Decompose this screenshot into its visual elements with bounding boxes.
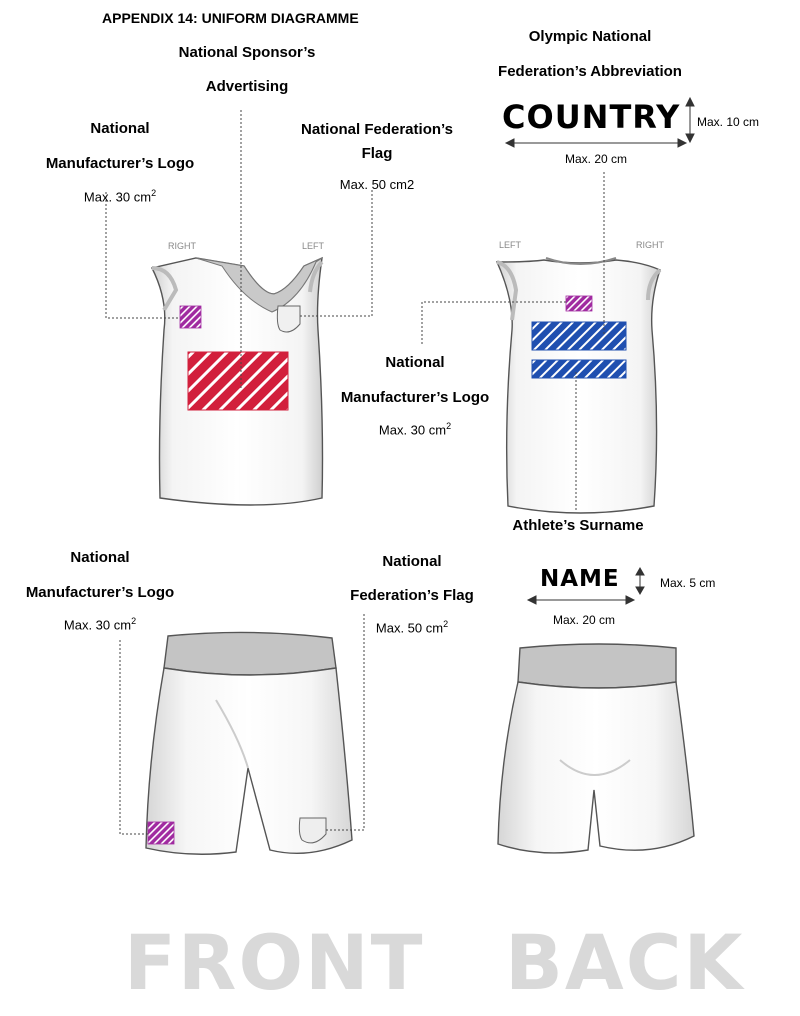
front-flag-max: Max. 50 cm2 [339,177,415,192]
back-surname-zone [532,360,626,378]
shorts-flag-label-line1: National [382,553,442,570]
name-height-label: Max. 5 cm [660,576,716,590]
country-text: COUNTRY [502,98,681,136]
back-shorts [498,644,694,853]
shorts-flag-max: Max. 50 $cm^2$ [375,619,449,636]
front-flag-shield [277,306,300,332]
sponsor-label-line1: National Sponsor’s [178,44,316,61]
name-text: NAME [540,566,620,592]
shorts-flag-label-line2: Federation’s Flag [350,587,474,604]
back-manufacturer-max: Max. 30 $cm^2$ [378,421,452,438]
front-flag-label-line2: Flag [361,145,393,162]
shorts-manufacturer-label-line2: Manufacturer’s Logo [25,584,175,601]
sponsor-label-line2: Advertising [205,78,289,95]
country-height-label: Max. 10 cm [697,115,760,129]
front-sponsor-zone [188,352,288,410]
back-manufacturer-label-line1: National [385,354,445,371]
back-manufacturer-label-line2: Manufacturer’s Logo [340,389,490,406]
shorts-manufacturer-max: Max. 30 $cm^2$ [63,616,137,633]
olympic-label-line2: Federation’s Abbreviation [498,63,682,80]
back-manufacturer-logo-zone [566,296,592,311]
front-manufacturer-label-line1: National [90,120,150,137]
back-vest-left-label: LEFT [499,240,522,250]
page-title: APPENDIX 14: UNIFORM DIAGRAMME [102,10,359,26]
country-width-label: Max. 20 cm [565,152,628,166]
front-vest-right-label: RIGHT [168,241,196,251]
shorts-manufacturer-label-line1: National [70,549,130,566]
front-vest-left-label: LEFT [302,241,325,251]
back-vest-right-label: RIGHT [636,240,664,250]
name-width-label: Max. 20 cm [553,613,616,627]
olympic-label-line1: Olympic National [528,28,652,45]
back-country-zone [532,322,626,350]
front-flag-label-line1: National Federation’s [301,121,453,138]
front-footer-label: FRONT [124,918,425,1007]
surname-label: Athlete’s Surname [512,517,644,534]
front-manufacturer-logo-zone [180,306,201,328]
front-manufacturer-label-line2: Manufacturer’s Logo [45,155,195,172]
shorts-manufacturer-logo-zone [148,822,174,844]
back-footer-label: BACK [505,918,745,1007]
front-manufacturer-max: Max. 30 $cm^2$ [83,188,157,205]
